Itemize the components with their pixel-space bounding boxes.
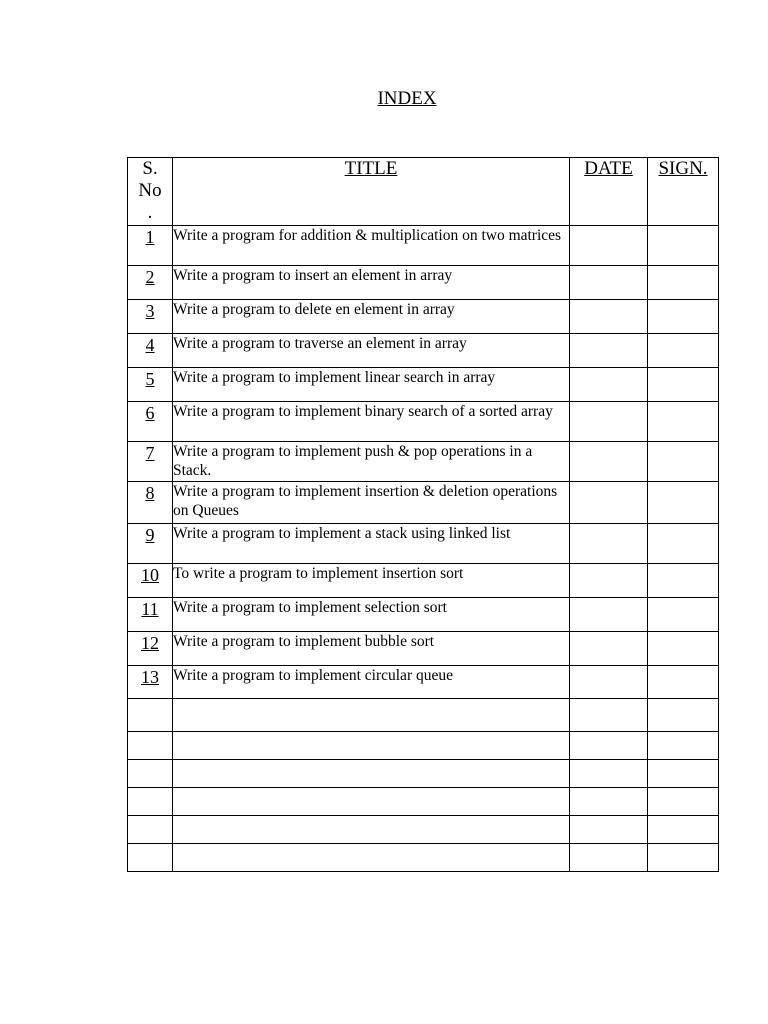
row-sign-cell: [648, 300, 719, 334]
row-sign-cell: [648, 266, 719, 300]
empty-cell: [648, 844, 719, 872]
empty-cell: [648, 760, 719, 788]
row-sign-cell: [648, 442, 719, 482]
row-title: Write a program to implement insertion & deletion operations on Queues: [173, 482, 570, 524]
row-title: Write a program for addition & multiplication on two matrices: [173, 226, 570, 266]
row-number: 6: [128, 402, 173, 442]
empty-row: [128, 844, 719, 872]
row-sign-cell: [648, 334, 719, 368]
row-number: 4: [128, 334, 173, 368]
empty-cell: [128, 816, 173, 844]
row-sign-cell: [648, 564, 719, 598]
header-title: TITLE: [173, 158, 570, 226]
header-date: DATE: [570, 158, 648, 226]
row-title: Write a program to delete en element in array: [173, 300, 570, 334]
empty-cell: [648, 788, 719, 816]
row-title: To write a program to implement insertion sort: [173, 564, 570, 598]
empty-cell: [648, 699, 719, 732]
row-date-cell: [570, 266, 648, 300]
empty-cell: [648, 816, 719, 844]
row-number: 12: [128, 632, 173, 666]
row-sign-cell: [648, 666, 719, 699]
row-sign-cell: [648, 598, 719, 632]
row-sign-cell: [648, 632, 719, 666]
table-row: [128, 300, 719, 334]
row-number: 10: [128, 564, 173, 598]
empty-cell: [173, 699, 570, 732]
empty-cell: [173, 732, 570, 760]
row-number: 11: [128, 598, 173, 632]
empty-cell: [128, 699, 173, 732]
table-row: [128, 524, 719, 564]
empty-row: [128, 788, 719, 816]
empty-cell: [173, 760, 570, 788]
empty-row: [128, 760, 719, 788]
row-title: Write a program to insert an element in array: [173, 266, 570, 300]
empty-cell: [173, 788, 570, 816]
header-serial-number: [128, 158, 173, 226]
table-row: [128, 666, 719, 699]
row-number: 1: [128, 226, 173, 266]
empty-cell: [570, 760, 648, 788]
table-row: [128, 226, 719, 266]
table-row: [128, 334, 719, 368]
header-sno-line: S.: [142, 158, 158, 179]
row-date-cell: [570, 368, 648, 402]
row-title: Write a program to implement linear search in array: [173, 368, 570, 402]
empty-cell: [570, 732, 648, 760]
row-title: Write a program to implement circular queue: [173, 666, 570, 699]
row-date-cell: [570, 334, 648, 368]
row-number: 2: [128, 266, 173, 300]
row-date-cell: [570, 442, 648, 482]
row-date-cell: [570, 482, 648, 524]
table-row: [128, 632, 719, 666]
row-date-cell: [570, 300, 648, 334]
empty-row: [128, 699, 719, 732]
empty-cell: [648, 732, 719, 760]
header-sno-line: .: [147, 202, 153, 223]
row-number: 7: [128, 442, 173, 482]
index-table: [127, 157, 719, 872]
header-sign: SIGN.: [648, 158, 719, 226]
empty-cell: [128, 788, 173, 816]
row-sign-cell: [648, 524, 719, 564]
row-sign-cell: [648, 482, 719, 524]
row-number: 9: [128, 524, 173, 564]
row-number: 3: [128, 300, 173, 334]
row-date-cell: [570, 524, 648, 564]
empty-cell: [570, 816, 648, 844]
row-date-cell: [570, 598, 648, 632]
row-date-cell: [570, 632, 648, 666]
empty-cell: [128, 732, 173, 760]
header-sno-line: No: [138, 180, 162, 201]
empty-row: [128, 732, 719, 760]
empty-cell: [570, 844, 648, 872]
empty-cell: [570, 788, 648, 816]
row-sign-cell: [648, 402, 719, 442]
empty-cell: [128, 844, 173, 872]
row-title: Write a program to traverse an element in array: [173, 334, 570, 368]
row-title: Write a program to implement binary search of a sorted array: [173, 402, 570, 442]
table-row: [128, 368, 719, 402]
row-date-cell: [570, 402, 648, 442]
row-sign-cell: [648, 368, 719, 402]
row-date-cell: [570, 564, 648, 598]
row-number: 8: [128, 482, 173, 524]
empty-cell: [570, 699, 648, 732]
row-date-cell: [570, 666, 648, 699]
row-date-cell: [570, 226, 648, 266]
empty-cell: [173, 844, 570, 872]
table-row: [128, 402, 719, 442]
empty-row: [128, 816, 719, 844]
table-row: [128, 266, 719, 300]
row-title: Write a program to implement selection sort: [173, 598, 570, 632]
row-title: Write a program to implement bubble sort: [173, 632, 570, 666]
table-row: [128, 564, 719, 598]
row-number: 5: [128, 368, 173, 402]
row-title: Write a program to implement push & pop operations in a Stack.: [173, 442, 570, 482]
row-sign-cell: [648, 226, 719, 266]
empty-cell: [173, 816, 570, 844]
row-number: 13: [128, 666, 173, 699]
page-title: INDEX: [377, 88, 437, 109]
empty-cell: [128, 760, 173, 788]
table-row: [128, 442, 719, 482]
table-header-row: [128, 158, 719, 226]
table-row: [128, 482, 719, 524]
table-row: [128, 598, 719, 632]
row-title: Write a program to implement a stack using linked list: [173, 524, 570, 564]
